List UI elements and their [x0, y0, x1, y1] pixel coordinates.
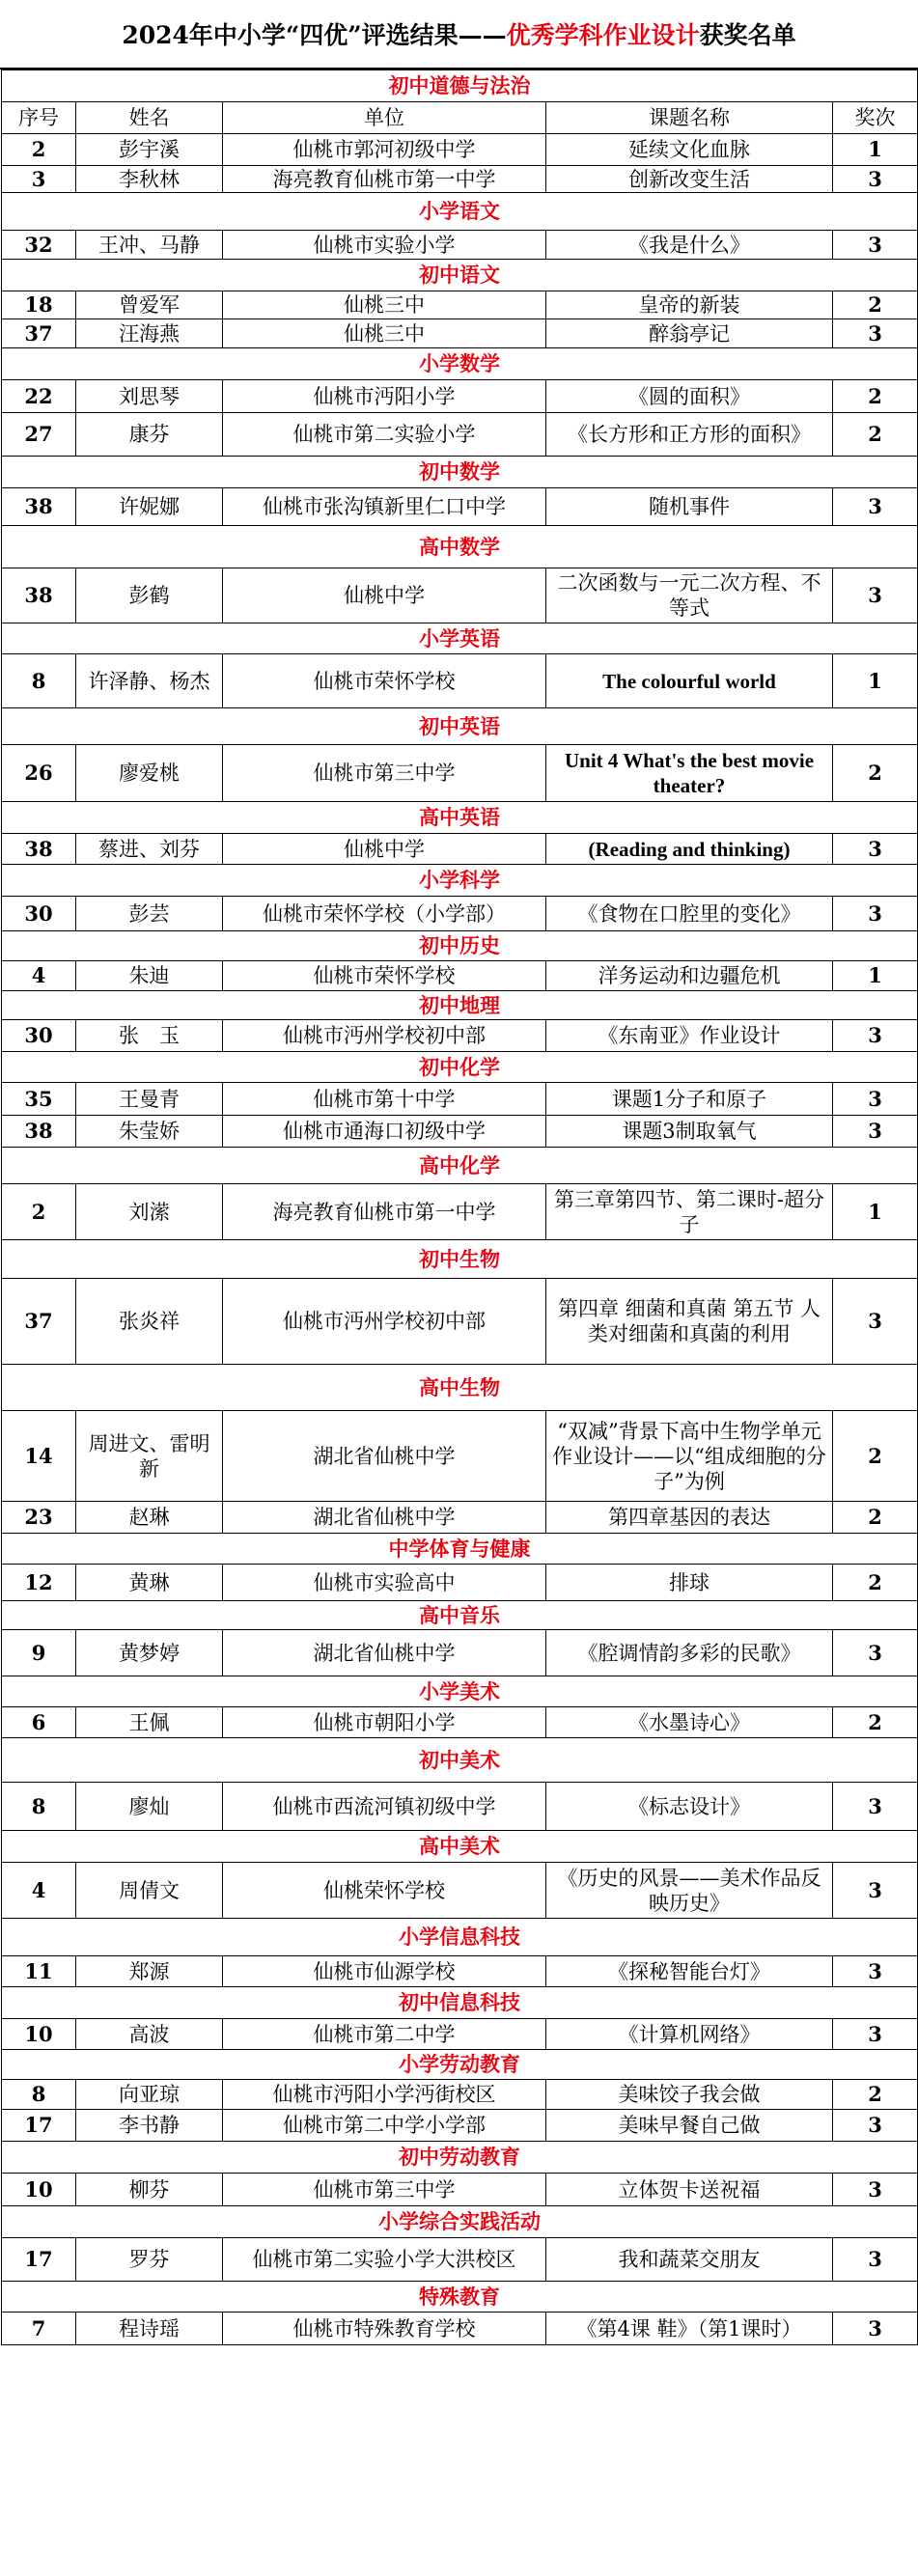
cell-award: 3: [833, 2238, 918, 2282]
cell-seq: 4: [2, 961, 76, 991]
table-row: [2, 1184, 918, 1240]
cell-award: 3: [833, 231, 918, 260]
page-title: [0, 0, 918, 69]
cell-award: 3: [833, 2019, 918, 2050]
cell-name: 廖爱桃: [76, 745, 223, 802]
cell-seq: 10: [2, 2019, 76, 2050]
column-header-row: [2, 102, 918, 134]
cell-name: 张 玉: [76, 1020, 223, 1052]
cell-seq: 30: [2, 897, 76, 931]
section-header-row: [2, 2282, 918, 2313]
section-title: 中学体育与健康: [2, 1534, 918, 1565]
table-row: [2, 166, 918, 193]
cell-seq: 8: [2, 1783, 76, 1831]
section-title: 小学美术: [2, 1676, 918, 1707]
cell-award: 3: [833, 1630, 918, 1676]
section-title: 小学综合实践活动: [2, 2206, 918, 2238]
cell-unit: 仙桃市沔阳小学: [223, 380, 546, 413]
cell-name: 黄梦婷: [76, 1630, 223, 1676]
section-title: 小学英语: [2, 623, 918, 654]
section-title: 初中道德与法治: [2, 70, 918, 102]
section-header-row: [2, 1601, 918, 1630]
cell-seq: 22: [2, 380, 76, 413]
section-title: 小学科学: [2, 865, 918, 897]
section-title: 初中历史: [2, 931, 918, 961]
cell-topic: 《圆的面积》: [546, 380, 833, 413]
cell-unit: 仙桃荣怀学校: [223, 1863, 546, 1919]
cell-topic: 延续文化血脉: [546, 134, 833, 166]
section-title: 小学劳动教育: [2, 2050, 918, 2080]
cell-name: 周倩文: [76, 1863, 223, 1919]
section-header-row: [2, 1831, 918, 1863]
cell-name: 向亚琼: [76, 2080, 223, 2110]
cell-topic: 《东南亚》作业设计: [546, 1020, 833, 1052]
cell-unit: 仙桃市实验小学: [223, 231, 546, 260]
cell-seq: 38: [2, 488, 76, 526]
cell-topic: 课题1分子和原子: [546, 1083, 833, 1116]
cell-unit: 湖北省仙桃中学: [223, 1630, 546, 1676]
table-row: [2, 1630, 918, 1676]
cell-seq: 4: [2, 1863, 76, 1919]
cell-seq: 32: [2, 231, 76, 260]
section-header-row: [2, 2142, 918, 2174]
section-header-row: [2, 1738, 918, 1783]
cell-seq: 37: [2, 319, 76, 348]
section-title: 初中化学: [2, 1052, 918, 1083]
cell-topic: 《计算机网络》: [546, 2019, 833, 2050]
section-header-row: [2, 1148, 918, 1184]
cell-unit: 仙桃市郭河初级中学: [223, 134, 546, 166]
cell-award: 3: [833, 1956, 918, 1987]
section-header-row: [2, 708, 918, 745]
cell-award: 3: [833, 1083, 918, 1116]
cell-name: 郑源: [76, 1956, 223, 1987]
cell-seq: 18: [2, 291, 76, 319]
cell-topic: 创新改变生活: [546, 166, 833, 193]
cell-unit: 海亮教育仙桃市第一中学: [223, 1184, 546, 1240]
award-table-body: [2, 70, 918, 2345]
cell-unit: 仙桃市荣怀学校（小学部）: [223, 897, 546, 931]
table-row: [2, 2080, 918, 2110]
cell-award: 2: [833, 2080, 918, 2110]
cell-topic: 美味早餐自己做: [546, 2110, 833, 2142]
table-row: [2, 488, 918, 526]
table-row: [2, 961, 918, 991]
cell-name: 康芬: [76, 413, 223, 457]
cell-unit: 仙桃市第三中学: [223, 745, 546, 802]
cell-seq: 12: [2, 1565, 76, 1601]
cell-unit: 仙桃市张沟镇新里仁口中学: [223, 488, 546, 526]
section-header-row: [2, 70, 918, 102]
cell-award: 1: [833, 1184, 918, 1240]
cell-topic: “双减”背景下高中生物学单元作业设计——以“组成细胞的分子”为例: [546, 1411, 833, 1502]
cell-unit: 仙桃市实验高中: [223, 1565, 546, 1601]
cell-topic: 《腔调情韵多彩的民歌》: [546, 1630, 833, 1676]
section-title: 初中信息科技: [2, 1987, 918, 2019]
section-header-row: [2, 1240, 918, 1279]
cell-topic: 随机事件: [546, 488, 833, 526]
cell-name: 汪海燕: [76, 319, 223, 348]
cell-seq: 3: [2, 166, 76, 193]
cell-unit: 仙桃市朝阳小学: [223, 1707, 546, 1738]
header-unit: 单位: [223, 102, 546, 134]
cell-topic: 醉翁亭记: [546, 319, 833, 348]
cell-seq: 11: [2, 1956, 76, 1987]
cell-name: 周进文、雷明新: [76, 1411, 223, 1502]
cell-unit: 仙桃中学: [223, 568, 546, 623]
cell-name: 张炎祥: [76, 1279, 223, 1365]
table-row: [2, 1411, 918, 1502]
cell-topic: 《历史的风景——美术作品反映历史》: [546, 1863, 833, 1919]
cell-unit: 湖北省仙桃中学: [223, 1411, 546, 1502]
title-part2: 获奖名单: [699, 21, 796, 49]
cell-topic: 二次函数与一元二次方程、不等式: [546, 568, 833, 623]
title-highlight: 优秀学科作业设计: [506, 21, 700, 49]
cell-unit: 湖北省仙桃中学: [223, 1502, 546, 1534]
cell-topic: 我和蔬菜交朋友: [546, 2238, 833, 2282]
cell-unit: 仙桃市第三中学: [223, 2174, 546, 2206]
section-title: 高中化学: [2, 1148, 918, 1184]
table-row: [2, 1279, 918, 1365]
cell-unit: 海亮教育仙桃市第一中学: [223, 166, 546, 193]
cell-seq: 8: [2, 2080, 76, 2110]
cell-award: 2: [833, 1565, 918, 1601]
section-header-row: [2, 457, 918, 488]
table-row: [2, 568, 918, 623]
cell-unit: 仙桃市沔阳小学沔街校区: [223, 2080, 546, 2110]
section-header-row: [2, 931, 918, 961]
cell-topic: 《探秘智能台灯》: [546, 1956, 833, 1987]
cell-unit: 仙桃市第十中学: [223, 1083, 546, 1116]
cell-topic: The colourful world: [546, 654, 833, 708]
cell-name: 曾爱军: [76, 291, 223, 319]
cell-seq: 27: [2, 413, 76, 457]
cell-award: 3: [833, 1116, 918, 1148]
cell-seq: 23: [2, 1502, 76, 1534]
cell-award: 2: [833, 1707, 918, 1738]
cell-name: 赵琳: [76, 1502, 223, 1534]
table-row: [2, 1020, 918, 1052]
cell-unit: 仙桃三中: [223, 291, 546, 319]
cell-name: 彭芸: [76, 897, 223, 931]
cell-award: 3: [833, 1020, 918, 1052]
cell-unit: 仙桃中学: [223, 834, 546, 865]
cell-unit: 仙桃市通海口初级中学: [223, 1116, 546, 1148]
section-title: 小学信息科技: [2, 1919, 918, 1956]
cell-award: 1: [833, 654, 918, 708]
section-title: 初中英语: [2, 708, 918, 745]
section-header-row: [2, 526, 918, 568]
cell-name: 许妮娜: [76, 488, 223, 526]
cell-award: 1: [833, 134, 918, 166]
cell-unit: 仙桃市第二实验小学: [223, 413, 546, 457]
table-row: [2, 2238, 918, 2282]
section-title: 高中数学: [2, 526, 918, 568]
cell-award: 3: [833, 1863, 918, 1919]
section-header-row: [2, 348, 918, 380]
cell-topic: 《水墨诗心》: [546, 1707, 833, 1738]
cell-unit: 仙桃市西流河镇初级中学: [223, 1783, 546, 1831]
cell-name: 罗芬: [76, 2238, 223, 2282]
cell-name: 王冲、马静: [76, 231, 223, 260]
cell-unit: 仙桃市荣怀学校: [223, 961, 546, 991]
cell-award: 3: [833, 488, 918, 526]
cell-seq: 38: [2, 834, 76, 865]
cell-topic: 《标志设计》: [546, 1783, 833, 1831]
cell-award: 2: [833, 413, 918, 457]
award-table: [1, 69, 918, 2345]
cell-award: 3: [833, 2313, 918, 2345]
section-title: 高中生物: [2, 1365, 918, 1411]
table-row: [2, 1565, 918, 1601]
table-row: [2, 380, 918, 413]
header-award: 奖次: [833, 102, 918, 134]
cell-topic: 第四章 细菌和真菌 第五节 人类对细菌和真菌的利用: [546, 1279, 833, 1365]
section-title: 初中美术: [2, 1738, 918, 1783]
section-header-row: [2, 1365, 918, 1411]
section-header-row: [2, 1052, 918, 1083]
cell-award: 3: [833, 166, 918, 193]
section-title: 小学语文: [2, 193, 918, 231]
table-row: [2, 1083, 918, 1116]
cell-seq: 6: [2, 1707, 76, 1738]
section-header-row: [2, 1987, 918, 2019]
cell-name: 彭鹤: [76, 568, 223, 623]
cell-seq: 9: [2, 1630, 76, 1676]
title-part1: 2024年中小学“四优”评选结果——: [122, 21, 507, 49]
cell-name: 程诗瑶: [76, 2313, 223, 2345]
cell-name: 刘潆: [76, 1184, 223, 1240]
cell-award: 3: [833, 834, 918, 865]
table-row: [2, 897, 918, 931]
section-title: 小学数学: [2, 348, 918, 380]
cell-award: 2: [833, 1411, 918, 1502]
header-topic: 课题名称: [546, 102, 833, 134]
cell-award: 2: [833, 380, 918, 413]
section-header-row: [2, 260, 918, 291]
table-row: [2, 134, 918, 166]
cell-unit: 仙桃三中: [223, 319, 546, 348]
table-row: [2, 1502, 918, 1534]
cell-unit: 仙桃市特殊教育学校: [223, 2313, 546, 2345]
cell-unit: 仙桃市仙源学校: [223, 1956, 546, 1987]
table-row: [2, 2313, 918, 2345]
section-header-row: [2, 1534, 918, 1565]
section-header-row: [2, 1919, 918, 1956]
cell-topic: 第三章第四节、第二课时-超分子: [546, 1184, 833, 1240]
cell-name: 刘思琴: [76, 380, 223, 413]
section-title: 特殊教育: [2, 2282, 918, 2313]
cell-award: 3: [833, 1279, 918, 1365]
cell-topic: 《食物在口腔里的变化》: [546, 897, 833, 931]
cell-topic: 排球: [546, 1565, 833, 1601]
section-title: 初中语文: [2, 260, 918, 291]
cell-name: 许泽静、杨杰: [76, 654, 223, 708]
cell-unit: 仙桃市第二实验小学大洪校区: [223, 2238, 546, 2282]
cell-topic: (Reading and thinking): [546, 834, 833, 865]
cell-seq: 2: [2, 134, 76, 166]
cell-award: 2: [833, 1502, 918, 1534]
section-header-row: [2, 193, 918, 231]
cell-unit: 仙桃市沔州学校初中部: [223, 1020, 546, 1052]
cell-topic: 课题3制取氧气: [546, 1116, 833, 1148]
cell-seq: 14: [2, 1411, 76, 1502]
header-seq: 序号: [2, 102, 76, 134]
section-title: 初中劳动教育: [2, 2142, 918, 2174]
cell-name: 蔡进、刘芬: [76, 834, 223, 865]
cell-unit: 仙桃市沔州学校初中部: [223, 1279, 546, 1365]
cell-award: 3: [833, 568, 918, 623]
table-row: [2, 1783, 918, 1831]
section-title: 初中地理: [2, 991, 918, 1020]
cell-seq: 38: [2, 568, 76, 623]
cell-award: 1: [833, 961, 918, 991]
cell-award: 3: [833, 2110, 918, 2142]
cell-seq: 17: [2, 2238, 76, 2282]
section-title: 高中美术: [2, 1831, 918, 1863]
section-header-row: [2, 802, 918, 834]
cell-topic: 《长方形和正方形的面积》: [546, 413, 833, 457]
section-header-row: [2, 991, 918, 1020]
cell-seq: 17: [2, 2110, 76, 2142]
table-row: [2, 2019, 918, 2050]
section-header-row: [2, 1676, 918, 1707]
cell-unit: 仙桃市第二中学小学部: [223, 2110, 546, 2142]
cell-name: 王曼青: [76, 1083, 223, 1116]
table-row: [2, 1707, 918, 1738]
section-header-row: [2, 2206, 918, 2238]
cell-award: 2: [833, 745, 918, 802]
cell-name: 李秋林: [76, 166, 223, 193]
section-title: 初中数学: [2, 457, 918, 488]
cell-topic: 洋务运动和边疆危机: [546, 961, 833, 991]
table-row: [2, 834, 918, 865]
cell-seq: 10: [2, 2174, 76, 2206]
cell-name: 朱莹娇: [76, 1116, 223, 1148]
cell-topic: 美味饺子我会做: [546, 2080, 833, 2110]
section-header-row: [2, 623, 918, 654]
table-row: [2, 319, 918, 348]
cell-seq: 38: [2, 1116, 76, 1148]
cell-name: 廖灿: [76, 1783, 223, 1831]
cell-topic: 《第4课 鞋》（第1课时）: [546, 2313, 833, 2345]
cell-name: 李书静: [76, 2110, 223, 2142]
cell-seq: 30: [2, 1020, 76, 1052]
cell-award: 3: [833, 319, 918, 348]
cell-name: 朱迪: [76, 961, 223, 991]
cell-award: 3: [833, 2174, 918, 2206]
cell-seq: 7: [2, 2313, 76, 2345]
cell-seq: 35: [2, 1083, 76, 1116]
table-row: [2, 291, 918, 319]
table-row: [2, 1863, 918, 1919]
cell-unit: 仙桃市荣怀学校: [223, 654, 546, 708]
cell-seq: 2: [2, 1184, 76, 1240]
table-row: [2, 231, 918, 260]
cell-seq: 26: [2, 745, 76, 802]
cell-topic: 《我是什么》: [546, 231, 833, 260]
section-header-row: [2, 2050, 918, 2080]
cell-name: 高波: [76, 2019, 223, 2050]
table-row: [2, 1116, 918, 1148]
cell-award: 3: [833, 1783, 918, 1831]
header-name: 姓名: [76, 102, 223, 134]
cell-name: 柳芬: [76, 2174, 223, 2206]
cell-seq: 8: [2, 654, 76, 708]
table-row: [2, 654, 918, 708]
cell-name: 彭宇溪: [76, 134, 223, 166]
section-title: 高中英语: [2, 802, 918, 834]
cell-name: 黄琳: [76, 1565, 223, 1601]
table-row: [2, 2174, 918, 2206]
table-row: [2, 413, 918, 457]
section-title: 初中生物: [2, 1240, 918, 1279]
cell-award: 2: [833, 291, 918, 319]
table-row: [2, 745, 918, 802]
cell-topic: 皇帝的新装: [546, 291, 833, 319]
section-title: 高中音乐: [2, 1601, 918, 1630]
cell-unit: 仙桃市第二中学: [223, 2019, 546, 2050]
cell-topic: 第四章基因的表达: [546, 1502, 833, 1534]
cell-award: 3: [833, 897, 918, 931]
table-row: [2, 2110, 918, 2142]
cell-topic: Unit 4 What's the best movie theater?: [546, 745, 833, 802]
section-header-row: [2, 865, 918, 897]
cell-seq: 37: [2, 1279, 76, 1365]
cell-topic: 立体贺卡送祝福: [546, 2174, 833, 2206]
table-row: [2, 1956, 918, 1987]
cell-name: 王佩: [76, 1707, 223, 1738]
